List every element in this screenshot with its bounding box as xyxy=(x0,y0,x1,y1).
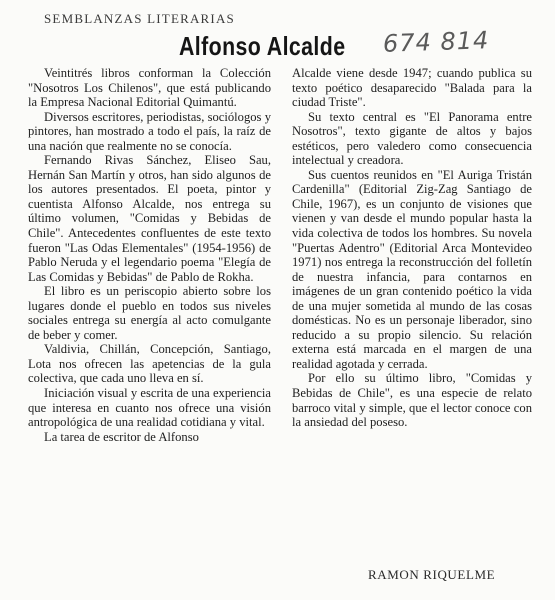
paragraph: La tarea de escritor de Alfonso xyxy=(44,429,199,444)
paragraph: Por ello su último libro, "Comidas y Bebidas de Chile", es una especie de relato barroco vital y simple, que el lector conoce con la ansiedad del poseso. xyxy=(292,371,532,430)
paragraph: Alcalde viene desde 1947; cuando publica su texto poético desaparecido "Balada para la ciudad Triste". xyxy=(292,66,532,110)
section-kicker: SEMBLANZAS LITERARIAS xyxy=(44,11,235,26)
paragraph: Diversos escritores, periodistas, sociólogos y pintores, han mostrado a todo el país, la raíz de una nación que realmente no se conocía. xyxy=(28,109,271,153)
paragraph: Su texto central es "El Panorama entre Nosotros", texto gigante de altos y bajos estéticos, pero valedero como consecuencia intelectual y creadora. xyxy=(292,109,532,168)
article-title: Alfonso Alcalde xyxy=(179,31,346,61)
paragraph: Iniciación visual y escrita de una experiencia que interesa en cuanto nos ofrece una visión antropológica de una realidad cotidiana y vital. xyxy=(28,386,271,430)
article-left-column xyxy=(28,66,271,444)
author-signature: RAMON RIQUELME xyxy=(368,567,496,582)
paragraph: El libro es un periscopio abierto sobre los lugares donde el pueblo en todos sus niveles sociales entrega su energía al acto comulgante de beber y comer. xyxy=(28,284,271,342)
handwritten-archive-number: 674 814 xyxy=(382,26,490,58)
article-right-column xyxy=(292,66,532,430)
paragraph: Veintitrés libros conforman la Colección "Nosotros Los Chilenos", que está publicando la Empresa Nacional Editorial Quimantú. xyxy=(28,66,271,110)
paragraph: Valdivia, Chillán, Concepción, Santiago, Lota nos ofrecen las apetencias de la gula colectiva, que cada uno lleva en sí. xyxy=(28,342,271,386)
paragraph: Fernando Rivas Sánchez, Eliseo Sau, Hernán San Martín y otros, han sido algunos de los autores presentados. El poeta, pintor y cuentista Alfonso Alcalde, nos entrega su último volumen, "Comidas y Bebidas de Chile". Antecedentes confluentes de este texto fueron "Las Odas Elementales" (1954-1956) de Pablo Neruda y el legendario poema "Elegía de Las Comidas y Bebidas" de Pablo de Rokha. xyxy=(28,153,271,284)
paragraph: Sus cuentos reunidos en "El Auriga Tristán Cardenilla" (Editorial Zig-Zag Santiago de Chile, 1967), es un conjunto de visiones que vienen y van desde el mundo popular hasta la vida colectiva de todos los hombres. Su novela "Puertas Adentro" (Editorial Arca Montevideo 1971) nos entrega la reconstrucción del folletín de nuestra infancia, para contarnos en imágenes de un gran contenido poético la vida de una mujer sometida al mundo de las cosas domésticas. No es un personaje liberador, sino reducido a su propio silencio. Su relación externa está marcada en el margen de una realidad agotada y cerrada. xyxy=(292,167,532,371)
